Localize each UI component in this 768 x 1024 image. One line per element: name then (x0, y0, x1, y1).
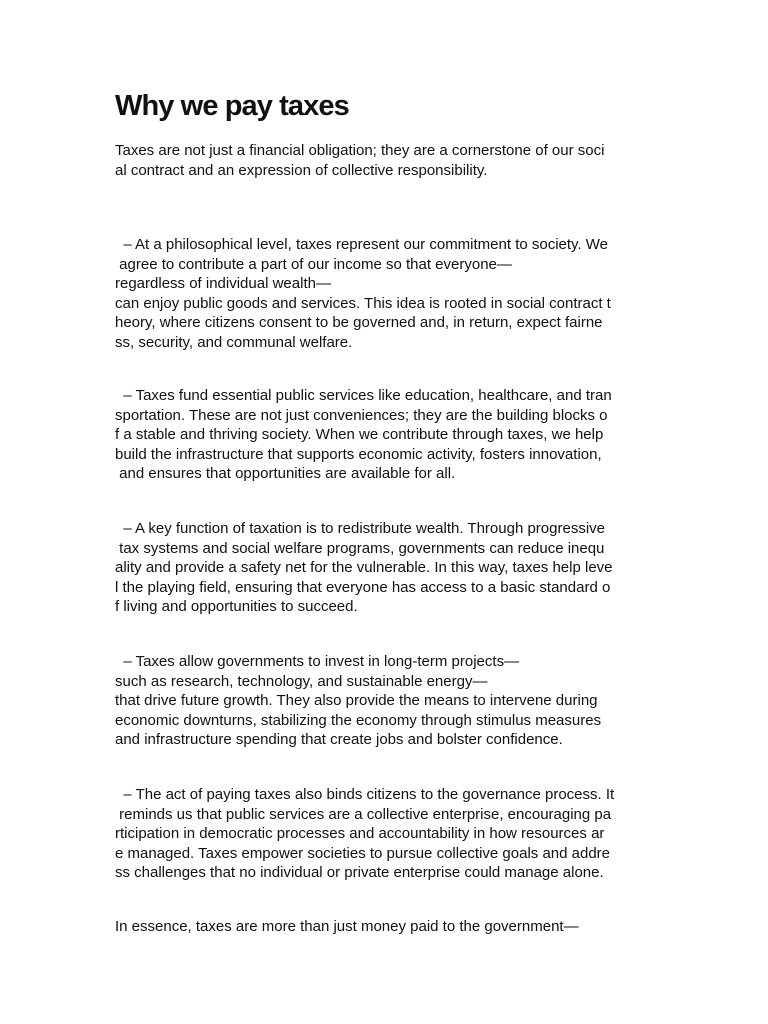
text-line: f a stable and thriving society. When we contribute through taxes, we help (115, 426, 604, 443)
text-line: l the playing field, ensuring that everyone has access to a basic standard o (115, 578, 611, 596)
text-line: tax systems and social welfare programs, governments can reduce inequ (115, 539, 605, 557)
text-line: ss challenges that no individual or private enterprise could manage alone. (115, 864, 604, 881)
text-line: e managed. Taxes empower societies to pursue collective goals and addre (115, 844, 611, 862)
conclusion-paragraph (115, 917, 660, 937)
text-line: sportation. These are not just conveniences; they are the building blocks o (115, 406, 608, 424)
philosophy-paragraph (115, 235, 660, 352)
page-title: Why we pay taxes (115, 90, 349, 122)
text-line: ality and provide a safety net for the vulnerable. In this way, taxes help leve (115, 559, 613, 576)
text-line: – Taxes fund essential public services like education, healthcare, and tran (115, 387, 612, 404)
investment-paragraph (115, 652, 660, 750)
text-line: build the infrastructure that supports economic activity, fosters innovation, (115, 445, 602, 463)
redistribution-paragraph (115, 519, 660, 617)
text-line: Taxes are not just a financial obligation; they are a cornerstone of our soci (115, 142, 605, 159)
text-line: ss, security, and communal welfare. (115, 333, 353, 351)
text-line: rticipation in democratic processes and accountability in how resources ar (115, 825, 605, 842)
text-line: and ensures that opportunities are available for all. (115, 465, 456, 482)
governance-paragraph (115, 785, 660, 883)
text-line: reminds us that public services are a collective enterprise, encouraging pa (115, 805, 612, 823)
text-line: al contract and an expression of collective responsibility. (115, 161, 488, 179)
text-line: economic downturns, stabilizing the economy through stimulus measures (115, 711, 602, 729)
text-line: – Taxes allow governments to invest in long-term projects— (115, 653, 520, 670)
text-line: In essence, taxes are more than just money paid to the government— (115, 918, 579, 935)
text-line: that drive future growth. They also provide the means to intervene during (115, 692, 598, 709)
text-line: f living and opportunities to succeed. (115, 598, 358, 615)
text-line: such as research, technology, and sustainable energy— (115, 672, 488, 690)
text-line: – At a philosophical level, taxes represent our commitment to society. We (115, 236, 609, 253)
text-line: regardless of individual wealth— (115, 275, 331, 292)
text-line: can enjoy public goods and services. This idea is rooted in social contract t (115, 294, 611, 312)
intro-paragraph (115, 141, 660, 180)
text-line: – A key function of taxation is to redistribute wealth. Through progressive (115, 520, 605, 537)
text-line: and infrastructure spending that create jobs and bolster confidence. (115, 731, 563, 748)
text-line: heory, where citizens consent to be governed and, in return, expect fairne (115, 314, 603, 331)
public-services-paragraph (115, 386, 660, 484)
text-line: – The act of paying taxes also binds citizens to the governance process. It (115, 786, 615, 803)
text-line: agree to contribute a part of our income so that everyone— (115, 255, 512, 273)
